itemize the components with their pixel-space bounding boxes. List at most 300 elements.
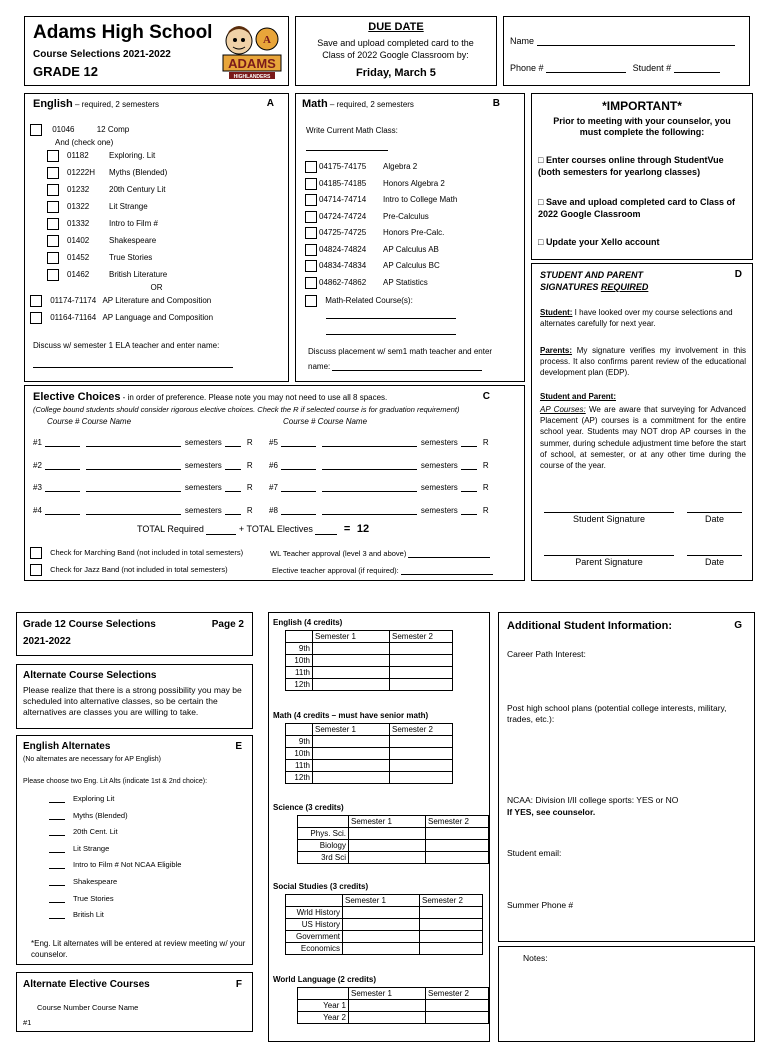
semester-1-cell[interactable]: [313, 736, 390, 748]
notes-section: [498, 946, 755, 1042]
english-option-checkbox[interactable]: [47, 269, 59, 281]
english-ap-lang-code: 01164-71164: [50, 313, 97, 323]
math-option: [305, 161, 417, 173]
english-option-checkbox[interactable]: [47, 184, 59, 196]
signatures-section: [531, 263, 753, 581]
semester-2-cell[interactable]: [390, 667, 453, 679]
english-option-name: Exploring. Lit: [109, 151, 156, 161]
math-teacher-name-field[interactable]: [332, 362, 482, 371]
parent-date-label: Date: [704, 557, 724, 567]
math-related-label: Math-Related Course(s):: [325, 296, 413, 306]
english-alternate-name: British Lit: [73, 910, 104, 920]
semester-1-header: Semester 1: [313, 631, 390, 643]
parent-statement-text: My signature verifies my involvement in this process. It also confirms parent review of the educational development plan (EDP).: [540, 346, 746, 377]
credits-table-row: [286, 643, 453, 655]
semester-2-cell[interactable]: [426, 840, 489, 852]
english-alternate-name: True Stories: [73, 893, 114, 903]
semester-2-cell[interactable]: [420, 919, 483, 931]
elective-choice-row: [33, 461, 253, 470]
alternate-elective-letter: F: [235, 979, 242, 990]
semester-2-cell[interactable]: [390, 655, 453, 667]
elective-course-number-field[interactable]: [45, 506, 80, 515]
english-option: [47, 201, 148, 213]
alternate-elective-first: #1: [23, 1018, 32, 1027]
english-option-code: 01402: [67, 236, 90, 246]
english-alternate-rank-field[interactable]: [49, 877, 65, 886]
elective-choice-number: #7: [269, 483, 278, 492]
semester-1-header: Semester 1: [313, 724, 390, 736]
credits-table-row: [286, 736, 453, 748]
english-option: [47, 167, 167, 179]
math-option-checkbox[interactable]: [305, 277, 317, 289]
important-intro: Prior to meeting with your counselor, you must complete the following:: [553, 116, 731, 137]
elective-course-name-field[interactable]: [322, 461, 417, 470]
english-option-code: 01232: [67, 185, 90, 195]
semester-1-cell[interactable]: [313, 679, 390, 691]
elective-choice-row: [269, 438, 489, 447]
elective-course-number-field[interactable]: [281, 483, 316, 492]
english-option: [47, 218, 158, 230]
jazz-band-label: Check for Jazz Band (not included in total semesters): [50, 564, 228, 574]
math-option-checkbox[interactable]: [305, 227, 317, 239]
math-requirement: – required, 2 semesters: [327, 100, 414, 109]
electives-section: [24, 385, 525, 581]
signatures-title-2: SIGNATURES: [540, 282, 601, 292]
semester-2-cell[interactable]: [426, 828, 489, 840]
english-alternate-name: Shakespeare: [73, 877, 118, 886]
math-option-checkbox[interactable]: [305, 194, 317, 206]
electives-note: (College bound students should consider rigorous elective choices. Check the R if selected course is for graduation requirement): [33, 405, 460, 414]
credits-table-header: [286, 724, 453, 736]
name-field[interactable]: [537, 37, 735, 46]
alternates-text: Please realize that there is a strong possibility you may be scheduled into alternative classes, so be certain the alternatives are classes you are willing to take.: [23, 685, 242, 717]
english-option: [47, 184, 165, 196]
total-value: 12: [356, 523, 370, 535]
social-studies-credits-table: [285, 894, 483, 955]
credits-table-row: [286, 907, 483, 919]
credits-table-row: [298, 1012, 489, 1024]
credits-row-label: Economics: [286, 943, 343, 955]
english-option-checkbox[interactable]: [47, 218, 59, 230]
wl-approval-field[interactable]: [408, 549, 490, 558]
english-alternate-rank-field[interactable]: [49, 811, 65, 820]
semester-1-cell[interactable]: [313, 655, 390, 667]
credits-table-row: [286, 772, 453, 784]
credits-row-label: 11th: [286, 667, 313, 679]
semester-2-header: Semester 2: [390, 724, 453, 736]
math-related-checkbox[interactable]: [305, 295, 317, 307]
important-item-1: □ Enter courses online through StudentVue (both semesters for yearlong classes): [538, 155, 724, 177]
credits-section: [268, 612, 490, 1042]
due-date-text: Save and upload completed card to the Class of 2022 Google Classroom by:: [317, 38, 474, 60]
semester-1-header: Semester 1: [343, 895, 420, 907]
signatures-title-required: REQUIRED: [600, 282, 649, 292]
additional-info-section: [498, 612, 755, 942]
english-option: [47, 269, 167, 281]
credits-blank-header: [298, 816, 349, 828]
math-option-name: AP Calculus BC: [383, 261, 440, 271]
credits-row-label: Phys. Sci.: [298, 828, 349, 840]
semester-1-cell[interactable]: [349, 840, 426, 852]
marching-band-checkbox[interactable]: [30, 547, 42, 559]
english-option-code: 01182: [67, 151, 89, 161]
summer-phone-label: Summer Phone #: [507, 900, 574, 910]
math-option: [305, 178, 445, 190]
total-required-field[interactable]: [206, 526, 236, 535]
additional-letter: G: [734, 620, 742, 631]
english-main-checkbox[interactable]: [30, 124, 42, 136]
elective-choice-row: [33, 483, 253, 492]
elective-semesters-field[interactable]: [225, 506, 241, 515]
wl-approval-label: WL Teacher approval (level 3 and above): [270, 549, 407, 558]
credits-table-header: [286, 895, 483, 907]
credits-row-label: 3rd Sci: [298, 852, 349, 864]
total-equals: =: [343, 523, 351, 535]
credits-english-title: English (4 credits): [273, 618, 343, 627]
credits-row-label: 12th: [286, 772, 313, 784]
elective-choice-number: #4: [33, 505, 42, 515]
elective-r-checkbox[interactable]: R: [246, 460, 253, 470]
electives-title: Elective Choices: [33, 391, 121, 403]
elective-choice-number: #1: [33, 438, 42, 447]
semester-1-header: Semester 1: [349, 988, 426, 1000]
important-box: [531, 93, 753, 260]
electives-letter: C: [482, 391, 490, 402]
elective-r-checkbox[interactable]: R: [482, 505, 489, 515]
english-alternate-item: [49, 844, 109, 853]
english-alternate-rank-field[interactable]: [49, 894, 65, 903]
english-alternate-rank-field[interactable]: [49, 860, 65, 869]
important-item-2: □ Save and upload completed card to Class of 2022 Google Classroom: [538, 197, 735, 219]
elective-choice-row: [269, 483, 489, 492]
course-selection-year: Course Selections 2021-2022: [33, 49, 171, 60]
ncaa-see-counselor: If YES, see counselor.: [507, 807, 596, 817]
elective-approval-field[interactable]: [401, 566, 493, 575]
career-path-label: Career Path Interest:: [507, 649, 586, 659]
ap-courses-text: We are aware that surveying for Advanced Placement (AP) courses is a commitment for the entire school year. Students may NOT drop AP courses in the summer, during schedule adjustment time before the start of school, at semester, or at any other time during the course of the year.: [540, 405, 747, 471]
math-related-field-2[interactable]: [326, 334, 456, 335]
jazz-band-checkbox[interactable]: [30, 564, 42, 576]
english-alternate-item: [49, 827, 118, 836]
elective-choice-row: [269, 461, 489, 470]
english-discuss-text: Discuss w/ semester 1 ELA teacher and enter name:: [33, 341, 220, 350]
elective-r-checkbox[interactable]: R: [246, 505, 253, 515]
math-option-checkbox[interactable]: [305, 178, 317, 190]
elective-course-number-field[interactable]: [45, 438, 80, 447]
math-option-name: Intro to College Math: [383, 195, 458, 205]
elective-course-number-field[interactable]: [45, 483, 80, 492]
credits-row-label: 10th: [286, 748, 313, 760]
english-alternate-item: [49, 860, 181, 869]
credits-row-label: 9th: [286, 643, 313, 655]
semester-1-cell[interactable]: [343, 919, 420, 931]
english-option-code: 01452: [67, 253, 90, 263]
elective-course-name-field[interactable]: [322, 506, 417, 515]
student-statement-text: I have looked over my course selections and alternates carefully for next year.: [540, 308, 733, 328]
elective-course-name-field[interactable]: [86, 461, 181, 470]
english-option-name: Lit Strange: [109, 202, 148, 212]
elective-semesters-field[interactable]: [461, 506, 477, 515]
important-item-3: □ Update your Xello account: [538, 237, 660, 247]
credits-table-row: [286, 760, 453, 772]
elective-r-checkbox[interactable]: R: [246, 483, 253, 492]
semester-1-cell[interactable]: [349, 1000, 426, 1012]
semester-1-cell[interactable]: [313, 772, 390, 784]
math-discuss-text: Discuss placement w/ sem1 math teacher and enter: [308, 347, 493, 356]
elective-course-name-field[interactable]: [322, 483, 417, 492]
elective-choice-number: #8: [269, 505, 278, 515]
credits-blank-header: [286, 631, 313, 643]
credits-row-label: 11th: [286, 760, 313, 772]
english-alternate-name: Lit Strange: [73, 843, 110, 853]
english-alternates-title: English Alternates: [23, 741, 111, 752]
credits-table-row: [286, 919, 483, 931]
english-alternate-name: Intro to Film # Not NCAA Eligible: [73, 860, 182, 870]
credits-table-row: [286, 931, 483, 943]
math-title: Math: [302, 98, 328, 110]
credits-table-row: [286, 679, 453, 691]
english-alternate-item: [49, 794, 114, 803]
page2-number: Page 2: [211, 619, 244, 630]
english-option-name: British Literature: [109, 270, 168, 280]
credits-social-title: Social Studies (3 credits): [273, 882, 369, 891]
math-section: [295, 93, 525, 382]
math-option: [305, 244, 439, 256]
english-letter: A: [266, 98, 274, 109]
alternates-title: Alternate Course Selections: [23, 670, 157, 681]
elective-course-number-field[interactable]: [45, 461, 80, 470]
math-option-code: 04862-74862: [319, 277, 367, 287]
ap-courses-label: AP Courses:: [540, 405, 586, 414]
english-alternate-item: [49, 811, 128, 820]
credits-math-title: Math (4 credits – must have senior math): [273, 711, 429, 720]
item-3-box-icon: □: [538, 237, 546, 247]
student-statement-label: Student:: [540, 308, 573, 317]
elective-choice-row: [33, 438, 253, 447]
total-electives-label: + TOTAL Electives: [238, 524, 313, 534]
english-option-name: Intro to Film #: [109, 219, 158, 229]
student-signature-label: Student Signature: [572, 514, 646, 524]
english-alternate-rank-field[interactable]: [49, 844, 65, 853]
semester-2-cell[interactable]: [390, 643, 453, 655]
math-credits-table: [285, 723, 453, 784]
math-related-field-1[interactable]: [326, 318, 456, 319]
page2-year: 2021-2022: [23, 636, 71, 647]
english-alternate-item: [49, 877, 117, 886]
alternate-elective-section: [16, 972, 253, 1032]
math-option-name: Pre-Calculus: [383, 211, 429, 221]
english-option-name: 20th Century Lit: [109, 185, 166, 195]
math-option-checkbox[interactable]: [305, 161, 317, 173]
elective-course-number-field[interactable]: [281, 438, 316, 447]
english-section: [24, 93, 289, 382]
english-alternate-rank-field[interactable]: [49, 827, 65, 836]
english-alternate-rank-field[interactable]: [49, 910, 65, 919]
important-title: *IMPORTANT*: [602, 99, 682, 113]
english-alternates-footnote: *Eng. Lit alternates will be entered at review meeting w/ your counselor.: [31, 939, 246, 959]
english-option-code: 01332: [67, 219, 90, 229]
notes-label: Notes:: [523, 953, 548, 963]
elective-choice-row: [269, 506, 489, 515]
elective-semesters-label: semesters: [184, 438, 222, 447]
due-date-box: [295, 16, 497, 86]
semester-2-header: Semester 2: [390, 631, 453, 643]
semester-2-cell[interactable]: [426, 1000, 489, 1012]
credits-blank-header: [298, 988, 349, 1000]
elective-course-name-field[interactable]: [86, 438, 181, 447]
semester-1-cell[interactable]: [313, 748, 390, 760]
semester-1-cell[interactable]: [343, 943, 420, 955]
english-option-checkbox[interactable]: [47, 201, 59, 213]
math-option-code: 04725-74725: [319, 228, 367, 238]
semester-2-cell[interactable]: [390, 736, 453, 748]
english-ap-lit-checkbox[interactable]: [30, 295, 42, 307]
parent-signature-label: Parent Signature: [575, 557, 643, 567]
english-option-name: Shakespeare: [109, 236, 157, 246]
elective-semesters-field[interactable]: [225, 483, 241, 492]
semester-1-cell[interactable]: [343, 907, 420, 919]
total-electives-field[interactable]: [315, 526, 337, 535]
semester-1-cell[interactable]: [313, 760, 390, 772]
elective-course-number-field[interactable]: [281, 506, 316, 515]
parent-statement-label: Parents:: [540, 346, 573, 355]
math-option-code: 04714-74714: [319, 195, 367, 205]
semester-1-cell[interactable]: [313, 667, 390, 679]
semester-2-cell[interactable]: [390, 760, 453, 772]
credits-table-row: [298, 852, 489, 864]
semester-2-cell[interactable]: [390, 748, 453, 760]
semester-2-cell[interactable]: [426, 852, 489, 864]
student-number-label: Student #: [632, 63, 672, 73]
post-high-school-label: Post high school plans (potential college interests, military, trades, etc.):: [507, 703, 727, 724]
english-option-checkbox[interactable]: [47, 150, 59, 162]
english-option-code: 01322: [67, 202, 90, 212]
english-option: [47, 235, 156, 247]
elective-r-checkbox[interactable]: R: [482, 483, 489, 492]
english-ap-lang-name: AP Language and Composition: [102, 313, 214, 323]
english-alternate-name: Exploring Lit: [73, 794, 115, 803]
english-option-checkbox[interactable]: [47, 252, 59, 264]
student-number-field[interactable]: [674, 64, 720, 73]
credits-row-label: US History: [286, 919, 343, 931]
item-2-box-icon: □: [538, 197, 546, 207]
math-option-code: 04185-74185: [319, 178, 367, 188]
elective-semesters-label: semesters: [420, 505, 458, 515]
credits-table-row: [286, 943, 483, 955]
semester-1-cell[interactable]: [343, 931, 420, 943]
elective-semesters-field[interactable]: [461, 461, 477, 470]
elective-course-name-field[interactable]: [322, 438, 417, 447]
credits-table-header: [298, 988, 489, 1000]
elective-semesters-field[interactable]: [461, 438, 477, 447]
english-option-code: 01222H: [67, 168, 96, 178]
elective-semesters-label: semesters: [184, 460, 222, 470]
school-name: Adams High School: [33, 22, 213, 43]
math-option-checkbox[interactable]: [305, 260, 317, 272]
english-teacher-name-field[interactable]: [33, 367, 233, 368]
english-ap-lang-checkbox[interactable]: [30, 312, 42, 324]
english-check-one: And (check one): [55, 138, 114, 147]
elective-course-name-field[interactable]: [86, 483, 181, 492]
math-option-checkbox[interactable]: [305, 244, 317, 256]
credits-blank-header: [286, 724, 313, 736]
semester-2-cell[interactable]: [426, 1012, 489, 1024]
semester-2-cell[interactable]: [390, 772, 453, 784]
math-option: [305, 194, 457, 206]
phone-field[interactable]: [546, 64, 626, 73]
elective-r-checkbox[interactable]: R: [246, 438, 253, 447]
english-option: [47, 150, 155, 162]
elective-course-name-field[interactable]: [86, 506, 181, 515]
parent-signature-field[interactable]: [544, 555, 674, 556]
semester-1-cell[interactable]: [349, 852, 426, 864]
elective-r-checkbox[interactable]: R: [482, 460, 489, 470]
alternate-elective-header: Course Number Course Name: [37, 1003, 139, 1012]
english-alternate-item: [49, 910, 104, 919]
elective-semesters-field[interactable]: [225, 438, 241, 447]
student-signature-field[interactable]: [544, 512, 674, 513]
semester-2-cell[interactable]: [420, 931, 483, 943]
math-option-checkbox[interactable]: [305, 211, 317, 223]
due-date-title: DUE DATE: [368, 21, 424, 33]
math-letter: B: [492, 98, 500, 109]
credits-row-label: 9th: [286, 736, 313, 748]
electives-col-header-right: Course # Course Name: [283, 417, 368, 426]
semester-2-cell[interactable]: [420, 907, 483, 919]
elective-semesters-field[interactable]: [225, 461, 241, 470]
english-main-code: 01046: [52, 125, 75, 135]
parent-date-field[interactable]: [687, 555, 742, 556]
english-credits-table: [285, 630, 453, 691]
student-date-field[interactable]: [687, 512, 742, 513]
math-option-name: Algebra 2: [383, 162, 418, 172]
student-info-box: [503, 16, 750, 86]
semester-2-cell[interactable]: [390, 679, 453, 691]
signatures-letter: D: [734, 269, 742, 280]
semester-1-cell[interactable]: [349, 828, 426, 840]
science-credits-table: [297, 815, 489, 864]
elective-semesters-label: semesters: [420, 460, 458, 470]
semester-1-cell[interactable]: [349, 1012, 426, 1024]
elective-choice-number: #2: [33, 460, 42, 470]
english-option-checkbox[interactable]: [47, 167, 59, 179]
marching-band-label: Check for Marching Band (not included in total semesters): [50, 547, 244, 557]
semester-2-cell[interactable]: [420, 943, 483, 955]
elective-r-checkbox[interactable]: R: [482, 438, 489, 447]
signatures-title-1: STUDENT AND PARENT: [540, 270, 643, 280]
english-ap-lit-name: AP Literature and Composition: [102, 296, 212, 306]
grade-label: GRADE 12: [33, 64, 99, 79]
school-logo: [221, 21, 283, 81]
student-date-label: Date: [704, 514, 724, 524]
math-option-code: 04824-74824: [319, 244, 367, 254]
elective-semesters-field[interactable]: [461, 483, 477, 492]
item-1-box-icon: □: [538, 155, 546, 165]
header-school-box: [24, 16, 289, 86]
elective-course-number-field[interactable]: [281, 461, 316, 470]
ncaa-label: NCAA: Division I/II college sports: YES or NO: [507, 795, 679, 805]
math-current-class-field[interactable]: [306, 150, 388, 151]
math-option-code: 04834-74834: [319, 261, 367, 271]
elective-semesters-label: semesters: [420, 483, 458, 492]
english-alternate-rank-field[interactable]: [49, 794, 65, 803]
math-option-name: Honors Pre-Calc.: [383, 228, 445, 238]
semester-1-cell[interactable]: [313, 643, 390, 655]
english-option-checkbox[interactable]: [47, 235, 59, 247]
credits-wl-title: World Language (2 credits): [273, 975, 376, 984]
electives-col-header-left: Course # Course Name: [47, 417, 132, 426]
english-or: OR: [150, 283, 163, 292]
